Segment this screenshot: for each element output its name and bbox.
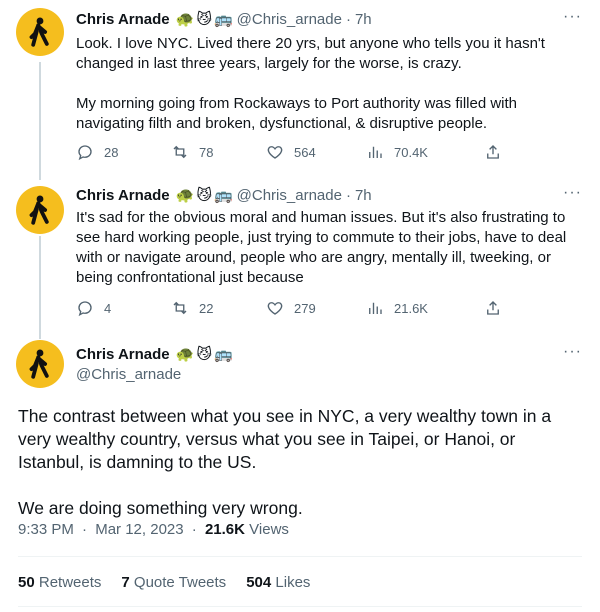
tweet-time[interactable]: 7h xyxy=(354,10,372,28)
tweet-timestamp[interactable]: 9:33 PM xyxy=(18,521,74,538)
like-button[interactable] xyxy=(266,299,366,317)
more-options-icon[interactable]: ··· xyxy=(563,184,582,201)
thread-tweet-1[interactable] xyxy=(0,0,600,180)
divider xyxy=(18,556,582,557)
views-label: Views xyxy=(249,521,289,538)
retweet-count: 22 xyxy=(199,300,214,316)
separator-dot: · xyxy=(82,521,88,538)
tweet-paragraph: My morning going from Rockaways to Port authority was filled with navigating filth and broken, dysfunctional, & disruptive people. xyxy=(76,95,518,132)
tweet-stats xyxy=(18,574,310,591)
name-emojis xyxy=(176,345,233,363)
tweet-text xyxy=(76,208,582,288)
retweet-button[interactable] xyxy=(171,299,266,317)
avatar[interactable] xyxy=(16,340,64,388)
main-author xyxy=(76,345,237,363)
quotes-label: Quote Tweets xyxy=(133,574,227,591)
name-emojis xyxy=(176,186,233,204)
likes-label: Likes xyxy=(275,574,311,591)
tweet-paragraph: We are doing something very wrong. xyxy=(18,498,303,518)
reply-count: 4 xyxy=(104,300,112,316)
retweets-stat[interactable] xyxy=(18,574,101,591)
retweet-count: 78 xyxy=(199,144,214,160)
share-button[interactable] xyxy=(484,143,502,161)
share-icon xyxy=(484,143,502,161)
tweet-paragraph: The contrast between what you see in NYC, a very wealthy town in a very wealthy country, versus what you see in Taipei, or Hanoi, or Istanbul, is damning to the US. xyxy=(18,406,552,472)
author-name[interactable]: Chris Arnade xyxy=(76,10,170,28)
tweet-paragraph: Look. I love NYC. Lived there 20 yrs, but anyone who tells you it hasn't changed in last three years, largely for the worse, is crazy. xyxy=(76,35,545,72)
separator-dot: · xyxy=(345,10,351,28)
avatar[interactable] xyxy=(16,8,64,56)
turtle-emoji: 🐢 xyxy=(175,11,195,28)
retweets-count: 50 xyxy=(18,574,35,591)
tweet-paragraph: It's sad for the obvious moral and human issues. But it's also frustrating to see hard working people, just trying to commute to their jobs, have to deal with or navigate around, people who are angry, mentally ill, tweeking, or being confrontational just because xyxy=(76,209,567,286)
views-count: 21.6K xyxy=(394,300,428,316)
cat-emoji: 😼 xyxy=(196,11,212,28)
likes-stat[interactable] xyxy=(246,574,310,591)
turtle-emoji: 🐢 xyxy=(175,187,195,204)
reply-icon xyxy=(76,143,94,161)
retweet-icon xyxy=(171,299,189,317)
like-button[interactable] xyxy=(266,143,366,161)
retweet-icon xyxy=(171,143,189,161)
tweet-time[interactable]: 7h xyxy=(354,186,372,204)
tweet-header xyxy=(76,186,372,204)
views-button[interactable] xyxy=(366,299,484,317)
tweet-meta xyxy=(18,521,289,538)
bus-emoji: 🚌 xyxy=(213,11,233,28)
quote-tweets-stat[interactable] xyxy=(121,574,226,591)
bus-emoji: 🚌 xyxy=(213,187,233,204)
heart-icon xyxy=(266,143,284,161)
views-count: 21.6K xyxy=(204,521,245,538)
likes-count: 504 xyxy=(246,574,272,591)
reply-icon xyxy=(76,299,94,317)
quotes-count: 7 xyxy=(121,574,130,591)
cat-emoji: 😼 xyxy=(196,187,212,204)
author-name[interactable]: Chris Arnade xyxy=(76,186,170,204)
thread-tweet-2[interactable] xyxy=(0,180,600,335)
views-button[interactable] xyxy=(366,143,484,161)
separator-dot: · xyxy=(191,521,197,538)
avatar[interactable] xyxy=(16,186,64,234)
tweet-actions xyxy=(76,143,502,161)
views-icon xyxy=(366,299,384,317)
tweet-actions xyxy=(76,299,502,317)
divider xyxy=(18,606,582,607)
more-options-icon[interactable]: ··· xyxy=(563,8,582,25)
main-tweet-text xyxy=(18,405,583,520)
pedestrian-icon xyxy=(23,15,57,49)
tweet-date[interactable]: Mar 12, 2023 xyxy=(95,521,184,538)
more-options-icon[interactable]: ··· xyxy=(563,343,582,360)
views-count: 70.4K xyxy=(394,144,428,160)
tweet-text xyxy=(76,34,582,134)
pedestrian-icon xyxy=(23,347,57,381)
views-icon xyxy=(366,143,384,161)
heart-icon xyxy=(266,299,284,317)
reply-button[interactable] xyxy=(76,299,171,317)
like-count: 279 xyxy=(294,300,316,316)
cat-emoji: 😼 xyxy=(196,346,212,363)
share-icon xyxy=(484,299,502,317)
retweets-label: Retweets xyxy=(38,574,102,591)
reply-count: 28 xyxy=(104,144,119,160)
author-handle[interactable]: @Chris_arnade xyxy=(236,10,342,28)
reply-button[interactable] xyxy=(76,143,171,161)
turtle-emoji: 🐢 xyxy=(175,346,195,363)
bus-emoji: 🚌 xyxy=(213,346,233,363)
author-name[interactable]: Chris Arnade xyxy=(76,345,170,363)
name-emojis xyxy=(176,10,233,28)
tweet-header xyxy=(76,10,372,28)
retweet-button[interactable] xyxy=(171,143,266,161)
separator-dot: · xyxy=(345,186,351,204)
share-button[interactable] xyxy=(484,299,502,317)
like-count: 564 xyxy=(294,144,316,160)
author-handle[interactable]: @Chris_arnade xyxy=(236,186,342,204)
pedestrian-icon xyxy=(23,193,57,227)
author-handle[interactable]: @Chris_arnade xyxy=(76,366,182,383)
